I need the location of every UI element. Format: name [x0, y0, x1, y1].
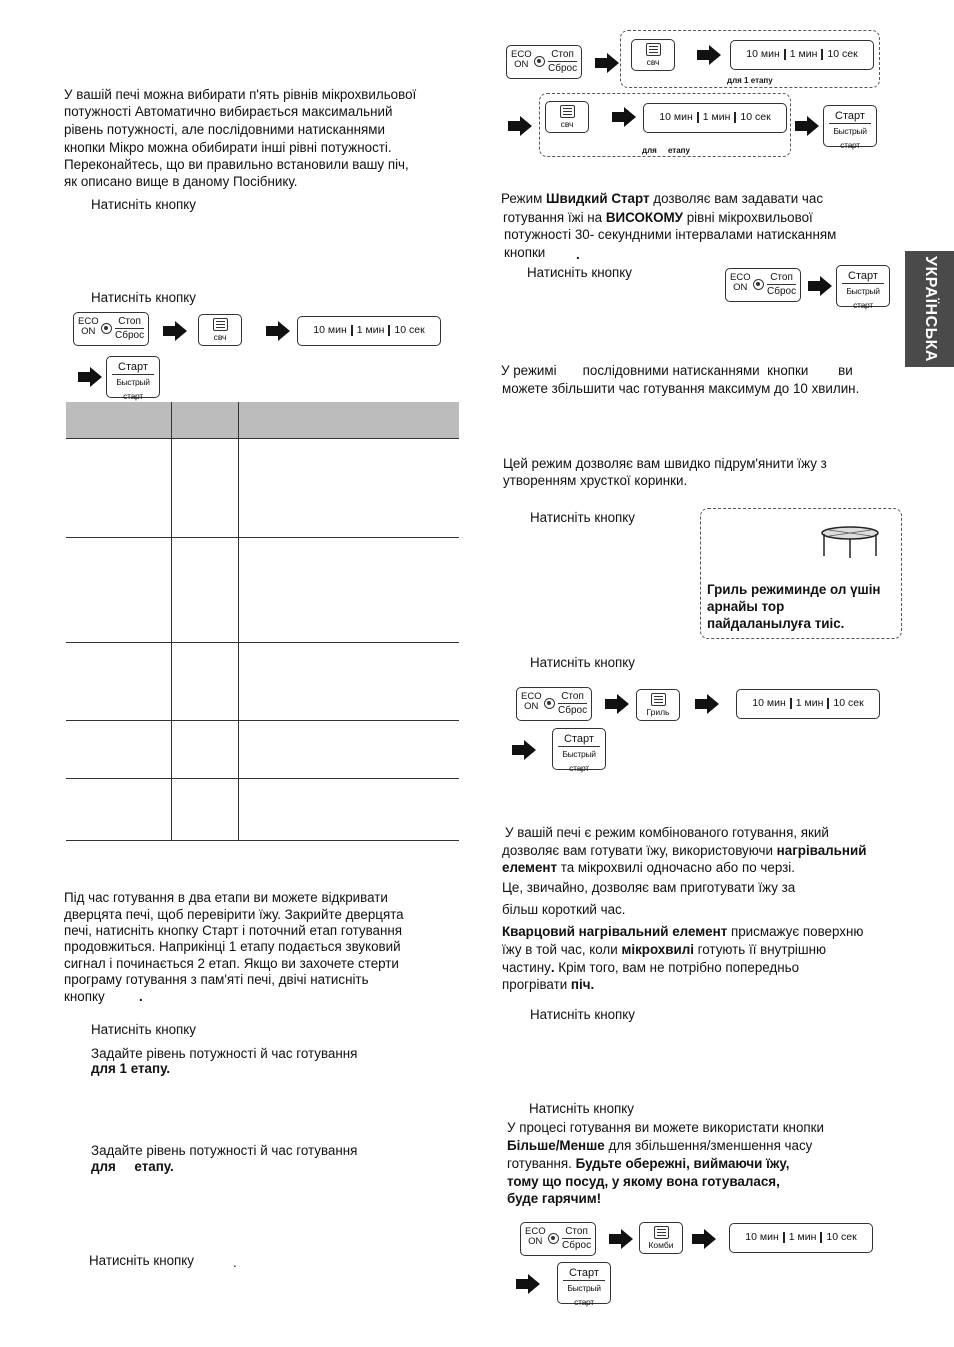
intro-line-3: рівень потужності, але послідовними натисканнями — [64, 122, 385, 137]
more-less-line-3: готування. Будьте обережні, виймаючи їжу, — [507, 1156, 790, 1171]
arrow-right-icon — [692, 1229, 716, 1249]
start-quick-start-button[interactable] — [836, 265, 890, 310]
ten-min-label[interactable]: 10 мин — [745, 1231, 779, 1243]
eco-icon — [101, 323, 112, 334]
arrow-right-icon — [605, 694, 629, 714]
stop-label: Стоп — [558, 690, 587, 704]
mode-extend-line-1: У режимі послідовними натисканнями кнопки ви — [501, 363, 853, 378]
start-quick-start-button[interactable] — [552, 728, 606, 773]
intro-line-5: Переконайтесь, що ви правильно встановили вашу піч, — [64, 157, 409, 172]
arrow-right-icon — [595, 53, 619, 73]
combi-line-1: У вашій печі є режим комбінованого готування, який — [505, 825, 829, 840]
table-header-cell — [66, 402, 172, 439]
reset-label: Сброс — [558, 705, 588, 716]
more-less-line-2: Більше/Менше для збільшення/зменшення часу — [507, 1138, 813, 1153]
combi-label: Комби — [648, 1240, 674, 1250]
stop-label: Стоп — [767, 271, 796, 285]
arrow-right-icon — [795, 116, 819, 136]
table-row — [66, 779, 459, 841]
micro-button[interactable] — [545, 101, 589, 133]
two-stage-line-6: програму готування з пам'яті печі, двічі натисніть — [64, 972, 369, 987]
grill-intro-line-2: утворенням хрусткої коринки. — [503, 473, 688, 488]
quick-start-line-2: готування їжі на ВИСОКОМУ рівні мікрохвильової — [503, 210, 813, 225]
stop-label: Стоп — [562, 1225, 591, 1239]
eco-stop-reset-button[interactable] — [725, 268, 801, 302]
combi-button[interactable] — [639, 1222, 683, 1254]
table-header-cell — [172, 402, 239, 439]
arrow-right-icon — [78, 367, 102, 387]
reset-label: Сброс — [562, 1240, 592, 1251]
table-row — [66, 439, 459, 538]
set-stage-1-bold: для 1 етапу. — [91, 1061, 171, 1076]
on-label: ON — [733, 282, 748, 293]
one-min-label[interactable]: 1 мин — [795, 697, 824, 709]
micro-label: свч — [646, 57, 660, 67]
eco-stop-reset-button[interactable] — [516, 687, 592, 721]
two-stage-line-4: продовжиться. Наприкінці 1 етапу подається звуковий — [64, 939, 401, 954]
one-min-label[interactable]: 1 мин — [702, 111, 731, 123]
set-stage-2-text: Задайте рівень потужності й час готування — [91, 1143, 358, 1158]
one-min-label[interactable]: 1 мин — [788, 1231, 817, 1243]
grill-icon — [651, 693, 666, 706]
set-stage-1-text: Задайте рівень потужності й час готування — [91, 1046, 358, 1061]
arrow-right-icon — [695, 694, 719, 714]
arrow-right-icon — [163, 321, 187, 341]
ten-sec-label[interactable]: 10 сек — [826, 1231, 857, 1243]
eco-stop-reset-button[interactable] — [506, 45, 582, 79]
language-tab-label: УКРАЇНСЬКА — [921, 256, 939, 362]
combi-line-9: прогрівати піч. — [502, 977, 595, 992]
ten-min-label[interactable]: 10 мин — [313, 324, 347, 336]
ten-min-label[interactable]: 10 мин — [659, 111, 693, 123]
press-button-text: Натисніть кнопку — [527, 265, 632, 280]
period-mark: . — [139, 989, 143, 1004]
micro-label: свч — [560, 119, 574, 129]
microwave-icon — [646, 43, 661, 56]
qs-bold: ВИСОКОМУ — [605, 210, 683, 225]
on-label: ON — [81, 326, 96, 337]
start-quick-start-button[interactable] — [106, 356, 160, 401]
time-buttons[interactable] — [736, 689, 880, 719]
two-stage-line-3: печі, натисніть кнопку Старт і поточний етап готування — [64, 923, 403, 938]
ten-min-label[interactable]: 10 мин — [752, 697, 786, 709]
eco-stop-reset-button[interactable] — [520, 1222, 596, 1256]
grill-button[interactable] — [636, 689, 680, 721]
combi-line-4: Це, звичайно, дозволяє вам приготувати їжу за — [502, 880, 796, 895]
ten-sec-label[interactable]: 10 сек — [394, 324, 425, 336]
mode-extend-line-2: можете збільшити час готування максимум до 10 хвилин. — [502, 381, 860, 396]
press-button-text: Натисніть кнопку — [530, 1007, 635, 1022]
qs-bold: Швидкий Старт — [546, 191, 650, 206]
ten-sec-label[interactable]: 10 сек — [740, 111, 771, 123]
micro-label: свч — [213, 332, 227, 342]
time-buttons[interactable] — [729, 1223, 873, 1253]
press-button-text: Натисніть кнопку — [529, 1101, 634, 1116]
more-less-line-1: У процесі готування ви можете використати кнопки — [507, 1120, 824, 1135]
language-tab — [905, 251, 954, 367]
intro-line-6: як описано вище в даному Посібнику. — [64, 174, 298, 189]
combi-line-2: дозволяє вам готувати їжу, використовуючи нагрівальний — [502, 843, 867, 858]
quick-start-line-1: Режим Швидкий Старт дозволяє вам задавати час — [501, 191, 824, 206]
start-label: Старт — [563, 1266, 605, 1281]
more-less-line-5: буде гарячим! — [507, 1191, 602, 1206]
arrow-right-icon — [508, 116, 532, 136]
time-buttons[interactable] — [643, 103, 787, 133]
press-button-text: Натисніть кнопку — [91, 290, 196, 305]
eco-label: ECO — [511, 49, 532, 60]
time-buttons[interactable] — [730, 40, 874, 70]
combi-icon — [654, 1226, 669, 1239]
on-label: ON — [514, 59, 529, 70]
stage-1-label: для 1 етапу — [727, 76, 773, 85]
intro-line-2: потужності Автоматично вибирається максимальний — [64, 104, 393, 119]
ten-min-label[interactable]: 10 мин — [746, 48, 780, 60]
press-button-text: Натисніть кнопку — [530, 655, 635, 670]
arrow-right-icon — [808, 276, 832, 296]
quick-start-line-3: потужності 30- секундними інтервалами натисканням — [504, 227, 837, 242]
table-row — [66, 721, 459, 779]
combi-line-5: більш короткий час. — [502, 902, 626, 917]
arrow-right-icon — [512, 740, 536, 760]
quick-start-label: Быстрый старт — [562, 749, 596, 773]
start-label: Старт — [112, 360, 154, 375]
reset-label: Сброс — [548, 63, 578, 74]
arrow-right-icon — [266, 321, 290, 341]
start-quick-start-button[interactable] — [557, 1262, 611, 1307]
start-label: Старт — [842, 269, 884, 284]
eco-label: ECO — [521, 691, 542, 702]
press-button-text: Натисніть кнопку — [89, 1253, 194, 1268]
eco-label: ECO — [78, 316, 99, 327]
set-stage-2-bold: для етапу. — [91, 1159, 174, 1174]
microwave-icon — [560, 105, 575, 118]
grill-label: Гриль — [646, 707, 670, 717]
on-label: ON — [528, 1236, 543, 1247]
table-row — [66, 538, 459, 643]
grill-intro-line-1: Цей режим дозволяє вам швидко підрум'янити їжу з — [503, 456, 827, 471]
press-button-text: Натисніть кнопку — [91, 197, 196, 212]
two-stage-line-1: Під час готування в два етапи ви можете відкривати — [64, 890, 388, 905]
press-button-text: Натисніть кнопку — [530, 510, 635, 525]
ten-sec-label[interactable]: 10 сек — [827, 48, 858, 60]
eco-label: ECO — [525, 1226, 546, 1237]
eco-stop-reset-button[interactable] — [73, 312, 149, 346]
reset-label: Сброс — [767, 286, 797, 297]
arrow-right-icon — [516, 1274, 540, 1294]
two-stage-line-2: дверцята печі, щоб перевірити їжу. Закрийте дверцята — [64, 907, 404, 922]
micro-button[interactable] — [631, 39, 675, 71]
period-mark: . — [233, 1255, 237, 1270]
combi-line-3: елемент та мікрохвилі одночасно або по черзі. — [502, 860, 795, 875]
micro-button[interactable] — [198, 314, 242, 346]
stop-label: Стоп — [548, 48, 577, 62]
table-row — [66, 643, 459, 721]
eco-icon — [753, 279, 764, 290]
table-header-cell — [239, 402, 460, 439]
power-level-table — [66, 402, 459, 841]
on-label: ON — [524, 701, 539, 712]
two-stage-line-7: кнопку — [64, 989, 105, 1004]
combi-line-6: Кварцовий нагрівальний елемент присмажує поверхню — [502, 924, 864, 939]
grill-rack-icon — [819, 524, 881, 560]
eco-icon — [544, 698, 555, 709]
grill-note-line-2: арнайы тор — [707, 599, 785, 614]
reset-label: Сброс — [115, 330, 145, 341]
stage-2-label: для етапу — [642, 146, 690, 155]
one-min-label[interactable]: 1 мин — [356, 324, 385, 336]
quick-start-label: Быстрый старт — [567, 1283, 601, 1307]
quick-start-label: Быстрый старт — [116, 377, 150, 401]
intro-line-1: У вашій печі можна вибирати п'ять рівнів мікрохвильової — [64, 87, 417, 102]
start-label: Старт — [829, 109, 871, 124]
stop-label: Стоп — [115, 315, 144, 329]
one-min-label[interactable]: 1 мин — [789, 48, 818, 60]
eco-icon — [548, 1233, 559, 1244]
quick-start-label: Быстрый старт — [846, 286, 880, 310]
quick-start-label: Быстрый старт — [833, 126, 867, 150]
quick-start-line-4: кнопки — [504, 245, 546, 260]
period-mark: . — [576, 247, 580, 262]
eco-icon — [534, 56, 545, 67]
ten-sec-label[interactable]: 10 сек — [833, 697, 864, 709]
start-label: Старт — [558, 732, 600, 747]
arrow-right-icon — [697, 45, 721, 65]
more-less-line-4: тому що посуд, у якому вона готувалася, — [507, 1174, 780, 1189]
two-stage-line-5: сигнал і починається 2 етап. Якщо ви захочете стерти — [64, 956, 399, 971]
time-buttons[interactable] — [297, 316, 441, 346]
intro-line-4: кнопки Мікро можна обибирати інші рівні потужності. — [64, 140, 392, 155]
combi-line-8: частину. Крім того, вам не потрібно попередньо — [502, 960, 800, 975]
grill-note-line-3: пайдаланылуға тиіс. — [707, 616, 845, 631]
arrow-right-icon — [609, 1229, 633, 1249]
start-quick-start-button[interactable] — [823, 105, 877, 150]
combi-line-7: їжу в той час, коли мікрохвилі готують її внутрішню — [502, 942, 827, 957]
arrow-right-icon — [612, 107, 636, 127]
eco-label: ECO — [730, 272, 751, 283]
microwave-icon — [213, 318, 228, 331]
press-button-text: Натисніть кнопку — [91, 1022, 196, 1037]
grill-note-line-1: Гриль режиминде ол үшін — [707, 582, 881, 597]
